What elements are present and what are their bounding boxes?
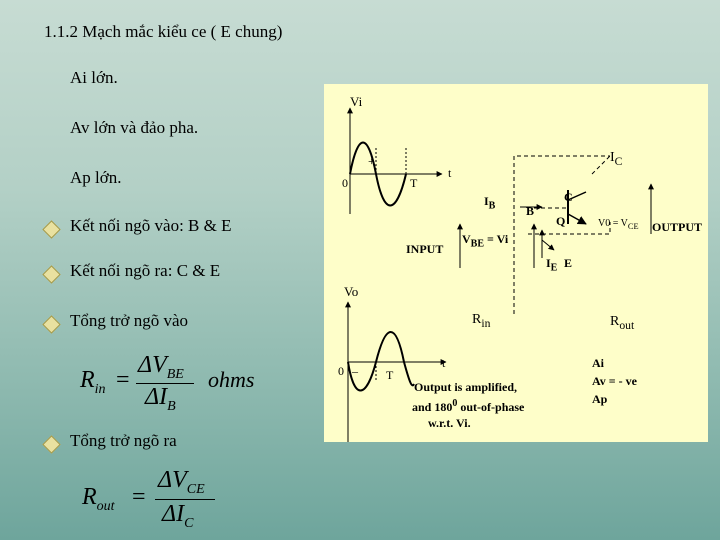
label-ap: Ap	[592, 392, 608, 406]
note-phase: and $180^0$ out-of-phase	[412, 398, 525, 414]
label-rout: $R_{out}$	[610, 314, 635, 332]
label-t-period-top: T	[410, 176, 418, 190]
note-amplified: Output is amplified,	[414, 380, 518, 394]
label-vi: Vi	[350, 94, 363, 109]
label-rin: $R_{in}$	[472, 312, 491, 330]
formula-rin-unit: ohms	[208, 367, 255, 392]
label-ib: $I_B$	[484, 194, 496, 212]
label-ai: Ai	[592, 356, 604, 370]
formula-rin: $R_{in}$	[80, 367, 106, 397]
label-q: Q	[556, 214, 566, 228]
slide-title: 1.1.2 Mạch mắc kiểu ce ( E chung)	[44, 22, 283, 41]
formula-rout-denominator: $\Delta I_C$	[162, 501, 194, 531]
bullet-input-impedance: Tổng trở ngõ vào	[70, 311, 189, 330]
label-input: INPUT	[406, 242, 444, 256]
bullet-icon	[42, 220, 60, 238]
label-t-axis-top: t	[448, 166, 452, 180]
label-output: OUTPUT	[652, 220, 703, 234]
bullet-input-connection: Kết nối ngõ vào: B & E	[70, 216, 232, 235]
bullet-output-impedance: Tổng trở ngõ ra	[70, 431, 177, 450]
label-t-period-bottom: T	[386, 368, 394, 382]
label-vo: Vo	[344, 284, 359, 299]
bullet-icon	[42, 315, 60, 333]
note-wrt-vi: w.r.t. Vi.	[428, 416, 471, 430]
label-b: B	[526, 204, 535, 218]
line-ai: Ai lớn.	[70, 68, 118, 87]
label-vbe: $V_{BE} = Vi$	[462, 232, 509, 250]
label-vo-equation: $V0 = V_{CE}$	[598, 218, 639, 231]
bullet-output-connection: Kết nối ngõ ra: C & E	[70, 261, 221, 280]
formula-rout-bar	[155, 499, 215, 500]
label-ic: $I_C$	[610, 150, 623, 168]
formula-rin-equals: =	[116, 367, 130, 393]
line-ap: Ap lớn.	[70, 168, 122, 187]
formula-rin-denominator: $\Delta I_B$	[145, 384, 176, 414]
line-av: Av lớn và đảo pha.	[70, 118, 199, 137]
formula-rout-equals: =	[132, 484, 146, 510]
label-t-axis-bottom: t	[442, 356, 446, 370]
formula-rout: $R_{out}$	[82, 484, 115, 514]
bullet-icon	[42, 265, 60, 283]
label-e: E	[564, 256, 573, 270]
label-zero-bottom: 0	[338, 364, 344, 378]
label-ie: $I_E$	[546, 256, 558, 274]
label-zero-top: 0	[342, 176, 348, 190]
ce-circuit-diagram	[324, 84, 708, 442]
label-av: Av = - ve	[592, 374, 637, 388]
label-minus: –	[352, 364, 358, 378]
bullet-icon	[42, 435, 60, 453]
label-plus: +	[368, 154, 375, 168]
formula-rout-numerator: $\Delta V_{CE}$	[158, 467, 205, 497]
formula-rin-numerator: $\Delta V_{BE}$	[138, 352, 184, 382]
label-c: C	[564, 190, 573, 204]
